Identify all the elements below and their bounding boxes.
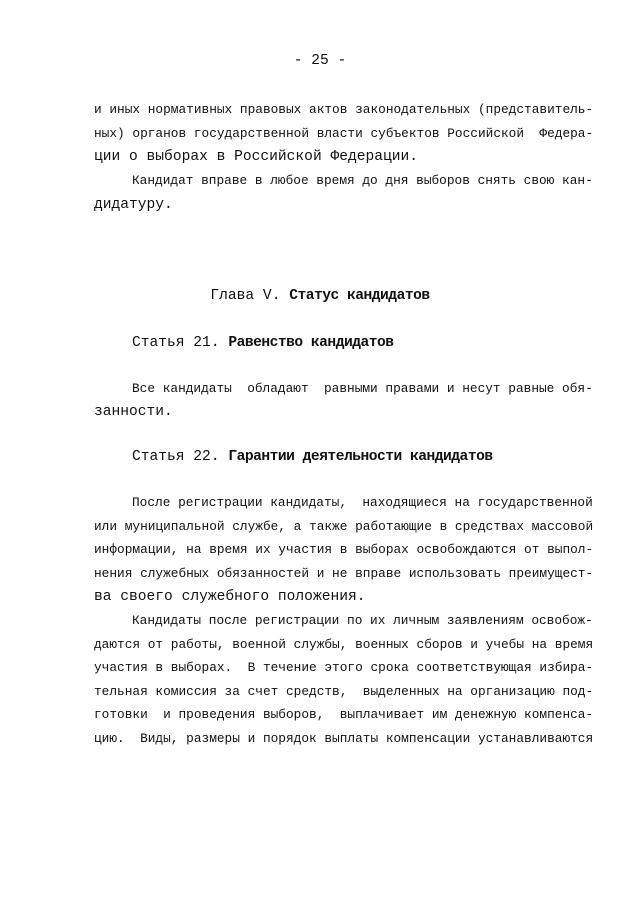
text-line: готовки и проведения выборов, выплачивает им денежную компенса- [94,707,594,722]
article-22-heading [132,447,493,467]
text-line: информации, на время их участия в выборах освобождаются от выпол- [94,542,594,557]
text-line: участия в выборах. В течение этого срока соответствующая избира- [94,660,594,675]
text-line: Все кандидаты обладают равными правами и несут равные обя- [132,381,593,396]
text-line: ных) органов государственной власти субъектов Российской Федера- [94,126,594,141]
text-line: нения служебных обязанностей и не вправе использовать преимущест- [94,566,594,581]
text-line: цию. Виды, размеры и порядок выплаты компенсации устанавливаются [94,731,594,746]
text-line: ции о выборах в Российской Федерации. [94,149,419,165]
text-line: ва своего служебного положения. [94,589,366,605]
text-line: тельная комиссия за счет средств, выделенных на организацию под- [94,684,594,699]
chapter-heading [0,286,640,306]
text-line: дидатуру. [94,197,173,213]
article-22-title: Гарантии деятельности кандидатов [228,449,493,465]
text-line: После регистрации кандидаты, находящиеся на государственной [132,495,593,510]
article-21-title: Равенство кандидатов [228,335,394,351]
page-number: - 25 - [293,53,347,69]
text-line: и иных нормативных правовых актов законодательных (представитель- [94,102,594,117]
article-21-heading [132,333,394,353]
text-line: занности. [94,404,173,420]
chapter-title: Статус кандидатов [289,288,430,304]
text-line: даются от работы, военной службы, военных сборов и учебы на время [94,637,594,652]
article-21-prefix: Статья 21. [132,335,220,351]
text-line: Кандидат вправе в любое время до дня выборов снять свою кан- [132,173,593,188]
text-line: Кандидаты после регистрации по их личным заявлениям освобож- [132,613,593,628]
article-22-prefix: Статья 22. [132,449,220,465]
chapter-prefix: Глава V. [210,288,281,304]
text-line: или муниципальной службе, а также работающие в средствах массовой [94,519,594,534]
